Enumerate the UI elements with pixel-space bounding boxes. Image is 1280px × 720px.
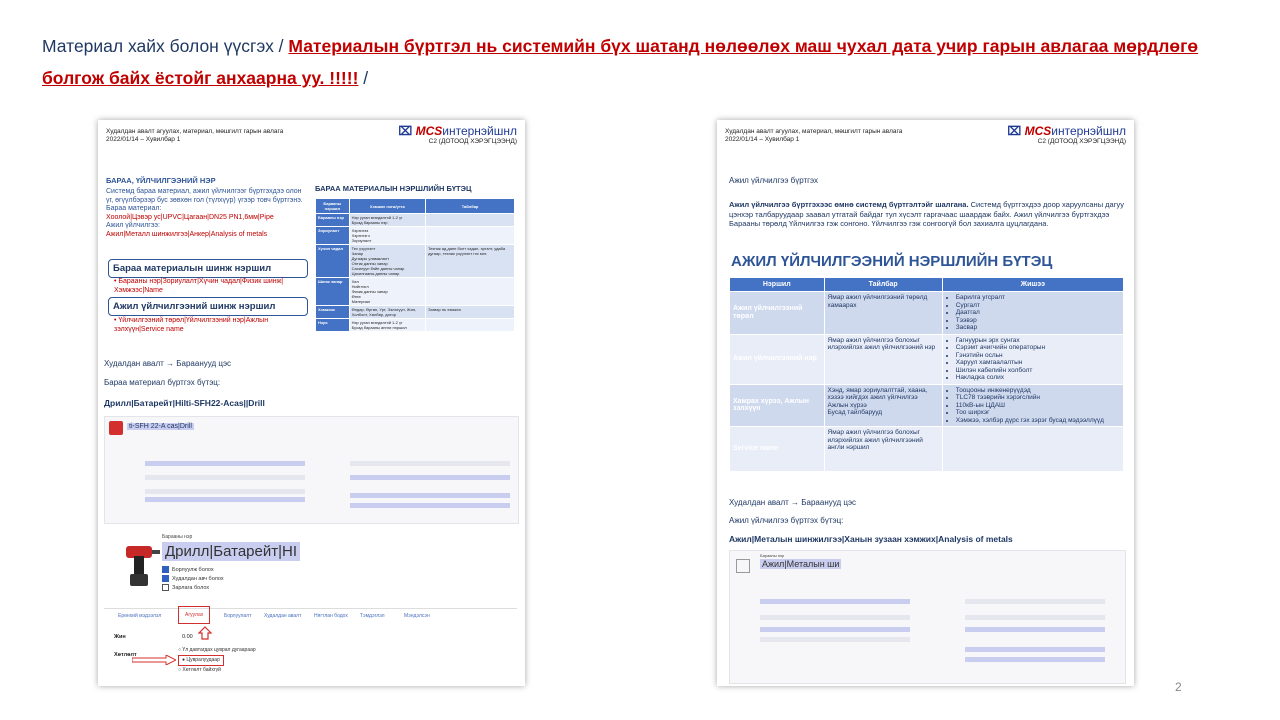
service-example-item: • Сэрэмт ачигчийн операторын bbox=[956, 344, 1120, 352]
service-naming-box: Ажил үйлчилгээний шинж нэршил bbox=[108, 297, 308, 316]
section-title: БАРАА, ҮЙЛЧИЛГЭЭНИЙ НЭР bbox=[106, 176, 216, 185]
material-table-cell: Өндөр, Өргөн, Урт, Эзлэхүүн, Жин, Холболт, Хөлбөр, дотор bbox=[349, 306, 425, 319]
material-table-cell: Техник ад данн болт чадал, эргэлт, удаба дугаар, техник үзүүлэлт гэх мэт. bbox=[426, 245, 515, 278]
material-table-row bbox=[316, 227, 515, 245]
material-table-row bbox=[316, 278, 515, 306]
service-table-row bbox=[730, 334, 1124, 384]
service-example-item: • 110кВ-ын ЦДАШ bbox=[956, 402, 1120, 410]
page-number: 2 bbox=[1175, 680, 1182, 694]
service-example-item: • Даатгал bbox=[956, 309, 1120, 317]
doc-header-right bbox=[398, 124, 517, 145]
service-form-screenshot bbox=[729, 550, 1126, 684]
service-table-row bbox=[730, 292, 1124, 335]
service-flow-text: Худалдан авалт → Бараанууд цэс bbox=[729, 498, 857, 507]
company-logo: ⌧ MCSинтернэйшнл bbox=[398, 124, 517, 138]
material-table-cell: Нэрс bbox=[316, 319, 350, 332]
material-table-cell bbox=[426, 227, 515, 245]
doc-classification: C2 (ДОТООД ХЭРЭГЦЭЭНД) bbox=[428, 138, 517, 145]
service-table-examples-cell bbox=[942, 334, 1123, 384]
tab-sales[interactable]: Борлуулалт bbox=[224, 613, 252, 619]
service-example-item: • Гагнуурын эрх сунгах bbox=[956, 337, 1120, 345]
service-table-header: Нэршил bbox=[730, 278, 825, 292]
slide-title bbox=[42, 30, 1242, 94]
tab-inventory[interactable]: Агуулах bbox=[178, 606, 210, 624]
material-table-cell bbox=[426, 319, 515, 332]
material-naming-table bbox=[315, 198, 515, 332]
material-table-cell bbox=[426, 214, 515, 227]
material-table-header: Хэмжих нэгж/утгa bbox=[349, 199, 425, 214]
service-naming-bullet: • Үйлчилгээний төрөл|Үйлчилгээний нэр|Ажлын зэлхүүн|Service name bbox=[114, 317, 269, 333]
service-example-item: • Гэнэтийн осльн bbox=[956, 352, 1120, 360]
material-table-cell: Загвар нь хэмжээ bbox=[426, 306, 515, 319]
product-checkboxes bbox=[162, 566, 224, 591]
service-table-header: Жишээ bbox=[942, 278, 1123, 292]
service-example-item: • Тээвэр bbox=[956, 317, 1120, 325]
service-example-item: • Хэмжээ, хэлбэр дүрс гэх зэрэг бусад мэдээллүүд bbox=[956, 417, 1120, 425]
service-example-item: • Харуул хамгаалалтын bbox=[956, 359, 1120, 367]
service-example-item: • Тоо ширхэг bbox=[956, 409, 1120, 417]
product-form-screenshot-1 bbox=[104, 416, 519, 524]
material-table-cell: Хөл Нийтлэгл Физик данны чанар Өнгө Материал bbox=[349, 278, 425, 306]
service-table-name-cell: Хамрах хүрээ, Ажлын зэлхүүн bbox=[730, 384, 825, 427]
product-form-screenshot-2 bbox=[104, 530, 517, 686]
material-table-cell: Шинж чанар bbox=[316, 278, 350, 306]
service-example-item: • Засвар bbox=[956, 324, 1120, 332]
service-intro: Ажил үйлчилгээ бүртгэхээс өмнө системд бүртгэлтэйг шалгана. Системд бүртгэхдээ доор харуулсаны дагуу цэнхэр талбаруудаар заавал утгатай байдаг тул хүсэлт гаргачаас шаардаж байх. Ажил үйлчилгээ бүртгэхдээ Барааны төрөлд Үйлчилгээ гэж сонгоно. Үйлчилгээ гэж сонгоогүй бол захиалга цуцлагдана. bbox=[729, 200, 1124, 228]
service-table-desc-cell: Ямар ажил үйлчилгээ болохыг илэрхийлэх ажил үйлчилгээний англи нэршил bbox=[824, 427, 942, 472]
section-intro: Системд бараа материал, ажил үйлчилгээг бүртгэхдээ олон үг, өгүүлбэрээр бус зөвхөн гол (түлхүүр) үгээр товч бүртгэнэ. Бараа материал: Хоолой|Цэвэр ус|UPVC|Цагаан|DN25 PN1,6мм|Pipe Ажил үйлчилгээ: Ажил|Металл шинжилгээ|Анкер|Analysis of metals bbox=[106, 188, 303, 238]
arrow-up-icon bbox=[198, 626, 212, 640]
document-page-services bbox=[717, 120, 1134, 686]
service-table-title: АЖИЛ ҮЙЛЧИЛГЭЭНИЙ НЭРШЛИЙН БҮТЭЦ bbox=[731, 253, 1053, 270]
material-table-cell: Хэмжээс bbox=[316, 306, 350, 319]
camera-icon bbox=[736, 559, 750, 573]
material-table-cell: Тех үзүүлэлт Чанар Дугаары уламжлалт Оптик данны чанар Сахилуун бэйн данны чанар Цахилгааны данны чанар bbox=[349, 245, 425, 278]
doc-header-left-2: Худалдан авалт агуулах, материал, мөшгилт гарын авлага 2022/01/14 – Хувилбар 1 bbox=[725, 128, 903, 143]
material-table-header: Тайлбар bbox=[426, 199, 515, 214]
check-purchasable[interactable]: Худалдан авч болох bbox=[162, 575, 224, 582]
material-table-cell: Зориулалт bbox=[316, 227, 350, 245]
tracking-lots[interactable]: ● Цувралуудаар bbox=[178, 655, 224, 666]
service-table-name-cell: Ажил үйлчилгээний нэр bbox=[730, 334, 825, 384]
material-table-title: БАРАА МАТЕРИАЛЫН НЭРШЛИЙН БҮТЭЦ bbox=[315, 184, 472, 193]
material-table-row bbox=[316, 214, 515, 227]
material-table-cell: Нэр ууган өгөгдөлтэй 1-2 үг Бусад барааны англи нэршил bbox=[349, 319, 425, 332]
tracking-none[interactable]: ○ Хөтлөлт байхгүй bbox=[178, 667, 221, 673]
tab-other[interactable]: Мэндэлсэн bbox=[404, 613, 430, 619]
drill-image-icon bbox=[120, 542, 160, 588]
company-logo-2: ⌧ MCSинтернэйшнл bbox=[1007, 124, 1126, 138]
service-table-desc-cell: Ямар ажил үйлчилгээ болохыг илэрхийлэх ажил үйлчилгээний нэр bbox=[824, 334, 942, 384]
material-table-cell: Барааны нэр bbox=[316, 214, 350, 227]
doc-header-version: 2022/01/14 – Хувилбар 1 bbox=[106, 136, 181, 143]
service-table-examples-cell bbox=[942, 292, 1123, 335]
check-expensable[interactable]: Зарлага болох bbox=[162, 584, 224, 591]
material-naming-bullet: • Барааны нэр|Зориулалт|Хүчин чадал|Физик шинж|Хэмжээс|Name bbox=[114, 278, 284, 294]
check-sellable[interactable]: Борлуулж болох bbox=[162, 566, 224, 573]
material-table-row bbox=[316, 306, 515, 319]
service-table-row bbox=[730, 384, 1124, 427]
service-table-row bbox=[730, 427, 1124, 472]
slide-title-plain: Материал хайх болон үүсгэх / bbox=[42, 36, 289, 56]
material-table-row bbox=[316, 319, 515, 332]
material-table-cell: Нэр ууган өгөгдөлтэй 1-2 үг Бусад барааны нэр bbox=[349, 214, 425, 227]
service-table-name-cell: Ажил үйлчилгээний төрөл bbox=[730, 292, 825, 335]
tracking-serial[interactable]: ○ Үл давтагдах цуврал дугаараар bbox=[178, 647, 256, 653]
product-name-field-2[interactable]: Дрилл|Батарейт|HI bbox=[162, 542, 300, 561]
material-table-header: Барааны нэршил bbox=[316, 199, 350, 214]
tracking-label: Хөтлөлт bbox=[114, 652, 137, 658]
service-example-name: Ажил|Металын шинжилгээ|Ханын зузаан хэмжих|Analysis of metals bbox=[729, 534, 1013, 544]
arrow-right-icon bbox=[132, 652, 176, 662]
service-example-item: • Барилга угсралт bbox=[956, 294, 1120, 302]
service-naming-table bbox=[729, 277, 1124, 472]
service-table-examples-cell bbox=[942, 384, 1123, 427]
doc-header-right-2: ⌧ MCSинтернэйшнл C2 (ДОТООД ХЭРЭГЦЭЭНД) bbox=[1007, 124, 1126, 145]
service-name-label: Барааны нэр bbox=[760, 553, 785, 558]
slide-title-highlight: Материалын бүртгэл нь системийн бүх шатанд нөлөөлөх маш чухал дата учир гарын авлагаа мөрдлөгө болгож байх ёстойг анхаарна уу. !!!!! bbox=[42, 36, 1199, 88]
service-example-item: • Тооцооны инженерүүдэд bbox=[956, 387, 1120, 395]
material-flow-text: Худалдан авалт → Бараанууд цэс bbox=[104, 359, 232, 368]
service-table-examples-cell bbox=[942, 427, 1123, 472]
service-table-name-cell: Service name bbox=[730, 427, 825, 472]
weight-value[interactable]: 0.00 bbox=[182, 634, 193, 640]
product-name-label-2: Барааны нэр bbox=[162, 534, 193, 540]
doc-header-left bbox=[106, 128, 283, 144]
tab-accounting[interactable]: Нягтлан бодох bbox=[314, 613, 348, 619]
material-table-row bbox=[316, 245, 515, 278]
tab-general[interactable]: Ерөнхий мэдээлэл bbox=[118, 613, 162, 619]
material-naming-box: Бараа материалын шинж нэршил bbox=[108, 259, 308, 278]
service-table-desc-cell: Ямар ажил үйлчилгээний төрөлд хамаарах bbox=[824, 292, 942, 335]
doc-header-title: Худалдан авалт агуулах, материал, мөшгилт гарын авлага bbox=[106, 128, 284, 135]
service-example-item: • Сургалт bbox=[956, 302, 1120, 310]
material-table-cell: Хүчин чадал bbox=[316, 245, 350, 278]
material-structure-label: Бараа материал бүртгэх бүтэц: bbox=[104, 378, 221, 387]
service-structure-label: Ажил үйлчилгээ бүртгэх бүтэц: bbox=[729, 516, 844, 525]
material-table-cell: Хэрэглээ Хэрэглэгч Зориулалт bbox=[349, 227, 425, 245]
document-page-materials bbox=[98, 120, 525, 686]
weight-label: Жин bbox=[114, 634, 126, 640]
service-example-item: • TLC78 тээврийн хэрэгслийн bbox=[956, 394, 1120, 402]
service-name-field[interactable]: Ажил|Металын ши bbox=[762, 559, 840, 569]
service-example-item: • Шилэн кабелийн холболт bbox=[956, 367, 1120, 375]
material-example-name: Дрилл|Батарейт|Hilti-SFH22-Acas||Drill bbox=[104, 398, 265, 408]
service-table-desc-cell: Хэнд, ямар зориулалттай, хаана, хэзээ хийгдэх ажил үйлчилгээ Ажлын хүрээ Бусад тайлбарууд bbox=[824, 384, 942, 427]
tracking-options bbox=[178, 646, 256, 675]
tab-notes[interactable]: Тэмдэглэл bbox=[360, 613, 385, 619]
slide-title-tail: / bbox=[358, 68, 369, 88]
drill-thumbnail-icon bbox=[109, 421, 123, 435]
service-table-header: Тайлбар bbox=[824, 278, 942, 292]
tab-purchase[interactable]: Худалдан авалт bbox=[264, 613, 302, 619]
service-example-item: • Накладка солих bbox=[956, 374, 1120, 382]
service-section-title: Ажил үйлчилгээ бүртгэх bbox=[729, 176, 819, 185]
product-name-field-1[interactable]: ti-SFH 22-A cas|Drill bbox=[129, 423, 192, 430]
material-table-cell bbox=[426, 278, 515, 306]
